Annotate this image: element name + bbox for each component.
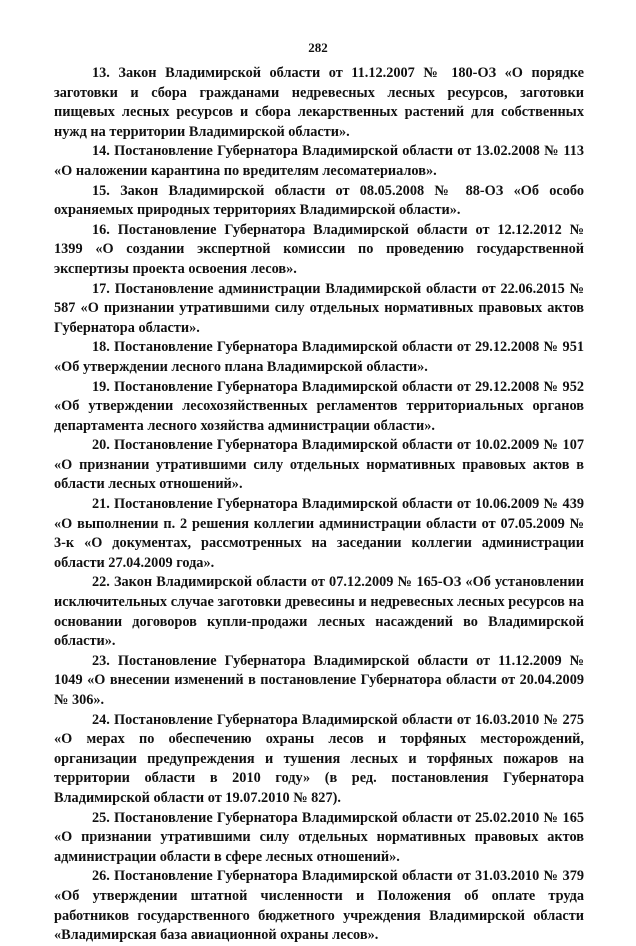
list-item-24: 24. Постановление Губернатора Владимирской области от 16.03.2010 № 275 «О мерах по обеспечению охраны лесов и торфяных месторождений, организации предупреждения и тушения лесных и торфяных пожаров на территории области в 2010 году» (в ред. постановления Губернатора Владимирской области от 19.07.2010 № 827).	[54, 711, 584, 806]
list-item-22: 22. Закон Владимирской области от 07.12.2009 № 165-ОЗ «Об установлении исключительных случае заготовки древесины и недревесных лесных ресурсов на основании договоров купли-продажи лесных насаждений во Владимирской области».	[54, 574, 584, 650]
list-item-14: 14. Постановление Губернатора Владимирской области от 13.02.2008 № 113 «О наложении карантина по вредителям лесоматериалов».	[54, 143, 584, 179]
list-item-19: 19. Постановление Губернатора Владимирской области от 29.12.2008 № 952 «Об утверждении лесохозяйственных регламентов территориальных органов департамента лесного хозяйства администрации области».	[54, 378, 584, 434]
list-item-15: 15. Закон Владимирской области от 08.05.2008 № 88-ОЗ «Об особо охраняемых природных территориях Владимирской области».	[54, 182, 584, 219]
list-item-17: 17. Постановление администрации Владимирской области от 22.06.2015 № 587 «О признании утратившими силу отдельных нормативных правовых актов Губернатора области».	[54, 280, 584, 336]
page-number: 282	[308, 40, 328, 55]
list-item-13: 13. Закон Владимирской области от 11.12.2007 № 180-ОЗ «О порядке заготовки и сбора гражданами недревесных лесных ресурсов, заготовки пищевых лесных ресурсов и сбора лекарственных растений для собственных нужд на территории Владимирской области».	[54, 65, 584, 140]
list-item-21: 21. Постановление Губернатора Владимирской области от 10.06.2009 № 439 «О выполнении п. 2 решения коллегии администрации области от 07.05.2009 № 3-к «О документах, рассмотренных на заседании коллегии администрации области 27.04.2009 года».	[54, 496, 584, 571]
list-item-18: 18. Постановление Губернатора Владимирской области от 29.12.2008 № 951 «Об утверждении лесного плана Владимирской области».	[54, 339, 584, 375]
list-item-23: 23. Постановление Губернатора Владимирской области от 11.12.2009 № 1049 «О внесении изменений в постановление Губернатора области от 20.04.2009 № 306».	[54, 652, 584, 708]
list-item-20: 20. Постановление Губернатора Владимирской области от 10.02.2009 № 107 «О признании утратившими силу отдельных нормативных правовых актов в области лесных отношений».	[54, 437, 584, 493]
document-body	[54, 64, 584, 946]
list-item-25: 25. Постановление Губернатора Владимирской области от 25.02.2010 № 165 «О признании утратившими силу отдельных нормативных правовых актов администрации области в сфере лесных отношений».	[54, 809, 584, 865]
list-item-16: 16. Постановление Губернатора Владимирской области от 12.12.2012 № 1399 «О создании экспертной комиссии по проведению государственной экспертизы проекта освоения лесов».	[54, 221, 584, 277]
list-item-26: 26. Постановление Губернатора Владимирской области от 31.03.2010 № 379 «Об утверждении штатной численности и Положения об оплате труда работников государственного бюджетного учреждения Владимирской области «Владимирская база авиационной охраны лесов».	[54, 868, 584, 944]
